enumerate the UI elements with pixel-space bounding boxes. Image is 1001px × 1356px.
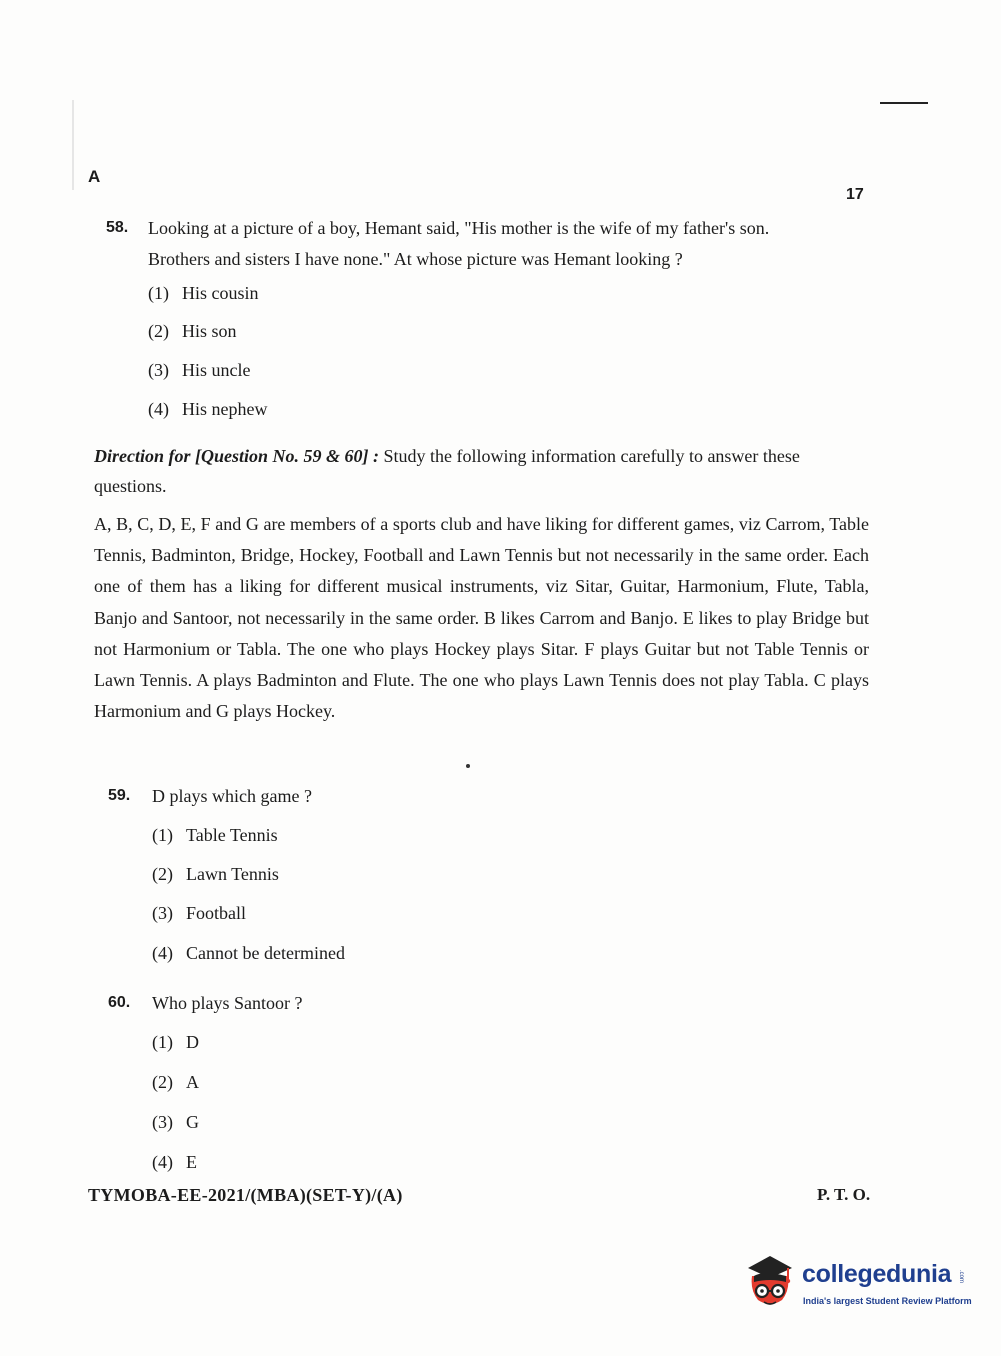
logo-wordmark: collegedunia [802,1260,952,1288]
option [152,1032,199,1053]
set-letter: A [88,167,101,186]
option-number: (4) [148,399,169,419]
question-number: 59. [108,787,131,804]
option [148,283,259,304]
option [152,943,345,964]
direction-note [94,441,869,501]
option-text: His uncle [182,360,251,380]
option [152,864,279,885]
option-number: (4) [152,943,173,963]
direction-lead: Direction for [Question No. 59 & 60] : [94,446,379,466]
option [152,1152,197,1173]
option-text: E [186,1152,197,1172]
option-text: His son [182,321,237,341]
top-rule [880,102,928,104]
option-number: (2) [148,321,169,341]
option-number: (3) [152,1112,173,1132]
option-number: (2) [152,1072,173,1092]
option [148,321,237,342]
option-number: (3) [152,903,173,923]
logo-tagline: India's largest Student Review Platform [803,1296,972,1306]
option [152,825,278,846]
question-number: 60. [108,994,131,1011]
option-number: (1) [152,825,173,845]
logo-domain-suffix: .com [958,1270,964,1284]
option-number: (1) [148,283,169,303]
question-line: Looking at a picture of a boy, Hemant said, "His mother is the wife of my father's son. [148,218,770,238]
direction-text: Study the following information carefully to answer these questions. [94,446,800,496]
please-turn-over: P. T. O. [817,1185,871,1204]
mascot-icon [740,1246,802,1314]
option-text: Football [186,903,247,923]
option-text: A [186,1072,199,1092]
option-number: (1) [152,1032,173,1052]
option [152,1112,199,1133]
option-text: His nephew [182,399,268,419]
question-text: D plays which game ? [152,786,312,806]
option [152,1072,199,1093]
scan-edge-shade [72,100,74,190]
option-text: Table Tennis [186,825,278,845]
page-number: 17 [846,186,864,203]
question-number: 58. [106,219,129,236]
option-number: (3) [148,360,169,380]
scan-speck [466,764,470,768]
question-text [148,213,868,275]
question-line: Brothers and sisters I have none." At whose picture was Hemant looking ? [148,249,683,269]
option [148,360,250,381]
question-text: Who plays Santoor ? [152,993,303,1013]
paper-code: TYMOBA-EE-2021/(MBA)(SET-Y)/(A) [88,1185,403,1205]
option-number: (2) [152,864,173,884]
collegedunia-logo[interactable] [740,1246,970,1314]
option-text: Lawn Tennis [186,864,279,884]
option [148,399,267,420]
option-text: His cousin [182,283,259,303]
option-text: Cannot be determined [186,943,345,963]
option-number: (4) [152,1152,173,1172]
passage: A, B, C, D, E, F and G are members of a sports club and have liking for different games, viz Carrom, Table Tennis, Badminton, Bridge, Hockey, Football and Lawn Tennis but not necessarily in the same order. Each one of them has a liking for different musical instruments, viz Sitar, Guitar, Harmonium, Flute, Tabla, Banjo and Santoor, not necessarily in the same order. B likes Carrom and Banjo. E likes to play Bridge but not Harmonium or Tabla. The one who plays Hockey plays Sitar. F plays Guitar but not Table Tennis or Lawn Tennis. A plays Badminton and Flute. The one who plays Lawn Tennis does not play Tabla. C plays Harmonium and G plays Hockey. [94,514,869,722]
option [152,903,246,924]
option-text: G [186,1112,199,1132]
option-text: D [186,1032,199,1052]
